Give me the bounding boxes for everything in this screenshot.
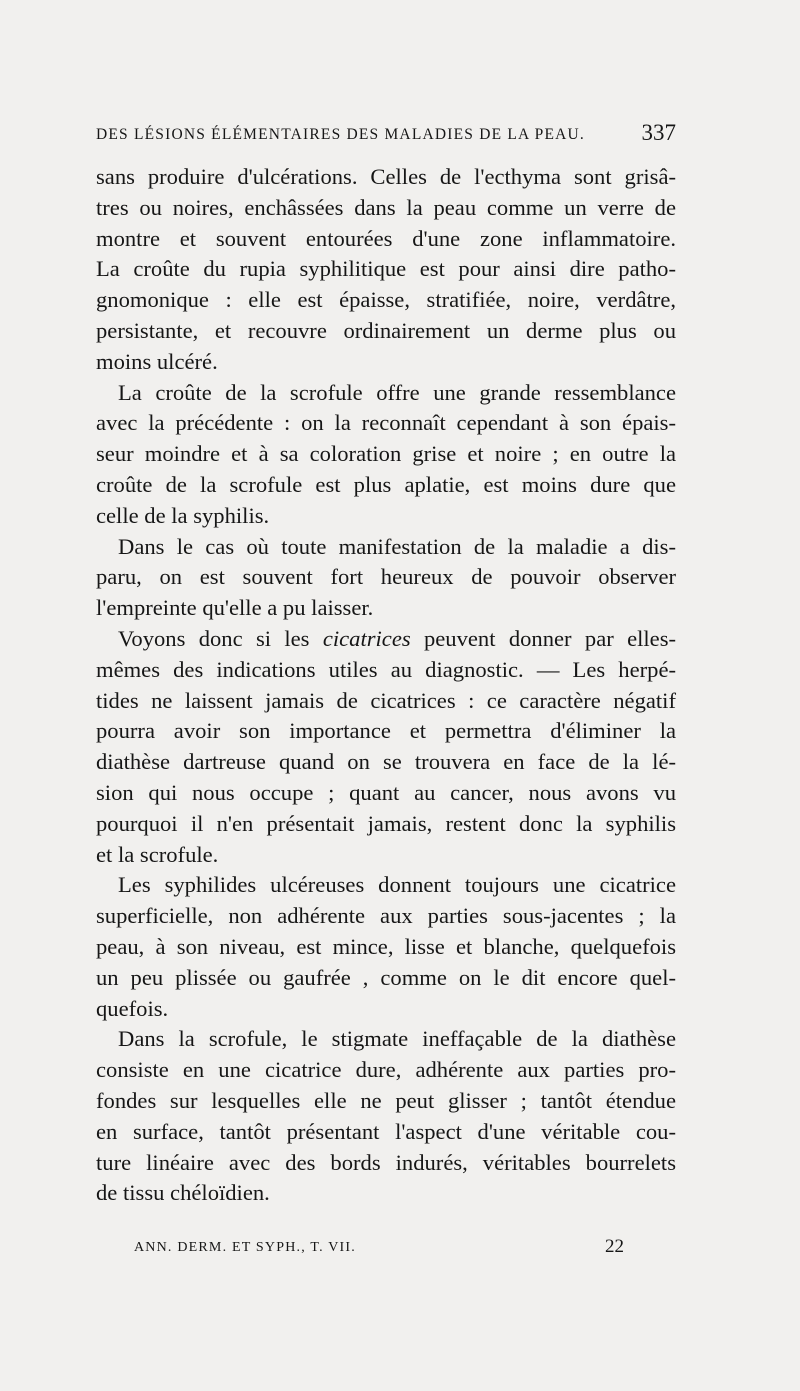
text-line: ture linéaire avec des bords indurés, véritables bourrelets xyxy=(96,1149,676,1175)
text-line: et la scrofule. xyxy=(96,841,219,867)
text-line: sion qui nous occupe ; quant au cancer, nous avons vu xyxy=(96,779,676,805)
text-line: pourra avoir son importance et permettra d'éliminer la xyxy=(96,718,676,744)
text-line: La croûte du rupia syphilitique est pour ainsi dire patho- xyxy=(96,256,676,282)
text-line: fondes sur lesquelles elle ne peut glisser ; tantôt étendue xyxy=(96,1087,676,1113)
text-line: quefois. xyxy=(96,995,169,1021)
text-line: tides ne laissent jamais de cicatrices : ce caractère négatif xyxy=(96,687,676,713)
text-line: paru, on est souvent fort heureux de pouvoir observer xyxy=(96,564,676,590)
text-line: diathèse dartreuse quand on se trouvera en face de la lé- xyxy=(96,749,676,775)
italic-term: cicatrices xyxy=(322,625,411,651)
running-title: DES LÉSIONS ÉLÉMENTAIRES DES MALADIES DE LA PEAU. xyxy=(96,126,585,143)
text-line: l'empreinte qu'elle a pu laisser. xyxy=(96,595,374,621)
page-footer xyxy=(134,1236,624,1257)
text-line: peau, à son niveau, est mince, lisse et blanche, quelquefois xyxy=(96,933,676,959)
signature-mark: 22 xyxy=(605,1236,624,1257)
body-text xyxy=(96,162,676,1209)
text-line: un peu plissée ou gaufrée , comme on le dit encore quel- xyxy=(96,964,676,990)
text-line: tres ou noires, enchâssées dans la peau comme un verre de xyxy=(96,194,676,220)
text-line: persistante, et recouvre ordinairement un derme plus ou xyxy=(96,317,676,343)
text-line: Dans le cas où toute manifestation de la maladie a dis- xyxy=(118,533,676,559)
text-line: La croûte de la scrofule offre une grande ressemblance xyxy=(118,379,676,405)
text-line: de tissu chéloïdien. xyxy=(96,1180,270,1206)
journal-reference: ANN. DERM. ET SYPH., T. VII. xyxy=(134,1240,356,1255)
text-line: croûte de la scrofule est plus aplatie, est moins dure que xyxy=(96,471,676,497)
text-line: consiste en une cicatrice dure, adhérente aux parties pro- xyxy=(96,1057,676,1083)
text-line: montre et souvent entourées d'une zone inflammatoire. xyxy=(96,225,676,251)
text-line: superficielle, non adhérente aux parties sous-jacentes ; la xyxy=(96,903,676,929)
page-number: 337 xyxy=(641,120,676,145)
text-line: Les syphilides ulcéreuses donnent toujours une cicatrice xyxy=(118,872,676,898)
text-line: Dans la scrofule, le stigmate ineffaçable de la diathèse xyxy=(118,1026,676,1052)
text-line: moins ulcéré. xyxy=(96,348,218,374)
text-line: seur moindre et à sa coloration grise et noire ; en outre la xyxy=(96,441,676,467)
text-line: en surface, tantôt présentant l'aspect d'une véritable cou- xyxy=(96,1118,676,1144)
text-fragment: peuvent donner par elles- xyxy=(423,625,677,651)
text-line xyxy=(96,624,676,655)
text-line: gnomonique : elle est épaisse, stratifiée, noire, verdâtre, xyxy=(96,287,676,313)
text-line: avec la précédente : on la reconnaît cependant à son épais- xyxy=(96,410,676,436)
text-line: mêmes des indications utiles au diagnostic. — Les herpé- xyxy=(96,656,676,682)
text-line: celle de la syphilis. xyxy=(96,502,270,528)
text-line: sans produire d'ulcérations. Celles de l'ecthyma sont grisâ- xyxy=(96,164,676,189)
text-line: pourquoi il n'en présentait jamais, restent donc la syphilis xyxy=(96,810,676,836)
text-fragment: Voyons donc si les xyxy=(118,625,310,651)
